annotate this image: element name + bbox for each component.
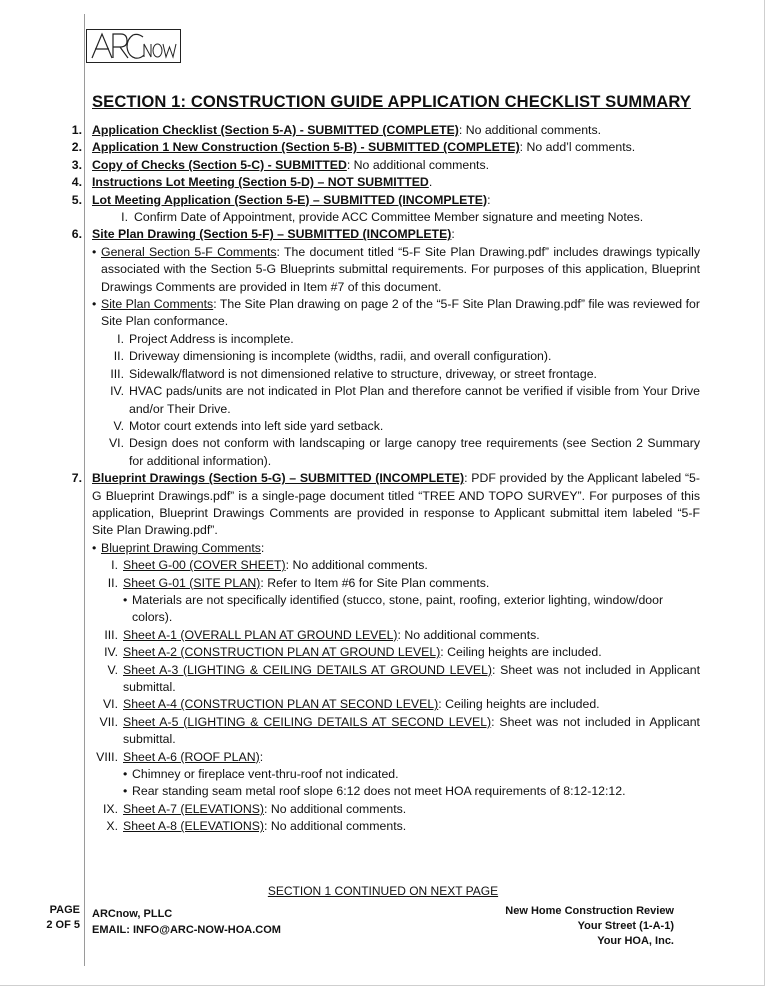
sheet-iv (92, 644, 700, 661)
checklist-item-6 (71, 226, 700, 243)
sub-text: Project Address is incomplete. (129, 331, 294, 346)
checklist-item-1 (71, 122, 700, 139)
roman-numeral: VI. (102, 697, 118, 712)
footer-company (92, 906, 281, 938)
roman-numeral: VII. (99, 714, 118, 729)
roman-numeral: III. (110, 366, 124, 381)
sheet-label: Sheet A-1 (OVERALL PLAN AT GROUND LEVEL) (123, 627, 398, 642)
sheet-label: Sheet A-7 (ELEVATIONS) (123, 801, 265, 816)
sheet-comment: : No additional comments. (285, 558, 428, 573)
roman-numeral: VIII. (96, 749, 118, 764)
roman-numeral: I. (117, 331, 124, 346)
sheet-comment: : No additional comments. (264, 819, 407, 834)
item-heading: Application 1 New Construction (Section 5-B) - SUBMITTED (COMPLETE) (92, 140, 520, 155)
sheet-viii (92, 749, 700, 766)
page-count: 2 OF 5 (46, 919, 80, 931)
sheet-comment: : No additional comments. (264, 801, 407, 816)
roman-numeral: X. (106, 819, 118, 834)
arcnow-logo-mark (89, 31, 179, 61)
page-title: SECTION 1: CONSTRUCTION GUIDE APPLICATION CHECKLIST SUMMARY (92, 92, 691, 111)
sub-text: Design does not conform with landscaping or large canopy tree requirements (see Section 2 Summary for additional information). (129, 436, 700, 468)
site-plan-sub-i (92, 331, 700, 348)
bullet-text: : The Site Plan drawing on page 2 of the “5-F Site Plan Drawing.pdf” file was reviewed for Site Plan conformance. (101, 297, 700, 329)
sheet-label: Sheet G-00 (COVER SHEET) (123, 558, 286, 573)
item-heading: Application Checklist (Section 5-A) - SUBMITTED (COMPLETE) (92, 123, 459, 137)
item-heading: Site Plan Drawing (Section 5-F) – SUBMITTED (INCOMPLETE) (92, 227, 452, 242)
sheet-x (92, 818, 700, 835)
sheet-label: Sheet A-8 (ELEVATIONS) (123, 819, 265, 834)
item-5-sub-i (92, 209, 700, 226)
roman-numeral: VI. (108, 436, 124, 451)
item-number: 5. (71, 192, 82, 207)
sub-text: Motor court extends into left side yard setback. (129, 418, 384, 433)
footer-project-info (430, 904, 674, 949)
item-number: 3. (71, 157, 82, 172)
sheet-comment: : Sheet was not included in Applicant submittal. (123, 662, 700, 694)
item-comment: . (428, 175, 433, 190)
sheet-v (92, 662, 700, 697)
checklist-item-5 (71, 192, 700, 209)
checklist-item-2 (71, 139, 700, 156)
sheet-comment: : No additional comments. (397, 627, 540, 642)
item-comment: : No additional comments. (458, 123, 602, 137)
review-title: New Home Construction Review (505, 905, 674, 917)
sheet-comment: : (259, 749, 264, 764)
sheet-ix (92, 801, 700, 818)
item-comment: : No add’l comments. (519, 140, 636, 155)
bullet-text: : (260, 540, 265, 555)
page-label: PAGE (49, 904, 80, 916)
site-plan-sub-iii (92, 366, 700, 383)
roman-numeral: I. (111, 558, 118, 573)
item-heading: Lot Meeting Application (Section 5-E) – SUBMITTED (INCOMPLETE) (92, 192, 488, 207)
sheet-label: Sheet A-4 (CONSTRUCTION PLAN AT SECOND LEVEL) (123, 697, 439, 712)
roman-numeral: IV. (110, 384, 124, 399)
item-heading: Blueprint Drawings (Section 5-G) – SUBMITTED (INCOMPLETE) (92, 471, 465, 486)
sheet-comment: : Ceiling heights are included. (438, 697, 600, 712)
sheet-comment: : Sheet was not included in Applicant submittal. (123, 714, 700, 747)
item-comment: : (487, 192, 491, 207)
page-number (26, 903, 80, 933)
roman-numeral: IV. (104, 645, 118, 660)
materials-bullet: • Materials are not specifically identified (stucco, stone, paint, roofing, exterior lighting, window/door colors). (123, 592, 700, 627)
sub-text: Confirm Date of Appointment, provide ACC Committee Member signature and meeting Notes. (134, 210, 644, 225)
item-heading: Instructions Lot Meeting (Section 5-D) – NOT SUBMITTED (92, 175, 429, 190)
site-plan-comments-bullet (92, 296, 700, 331)
continued-note: SECTION 1 CONTINUED ON NEXT PAGE (267, 884, 499, 898)
bullet-label: General Section 5-F Comments (101, 244, 277, 259)
roof-bullet-slope: • Rear standing seam metal roof slope 6:12 does not meet HOA requirements of 8:12-12:12. (123, 783, 700, 800)
sheet-ii (92, 575, 700, 592)
site-plan-sub-vi (92, 435, 700, 470)
sheet-comment: : Refer to Item #6 for Site Plan comments. (260, 575, 490, 590)
sheet-label: Sheet A-2 (CONSTRUCTION PLAN AT GROUND LEVEL) (123, 645, 441, 660)
sheet-label: Sheet G-01 (SITE PLAN) (123, 575, 261, 590)
item-comment: : PDF provided by the Applicant labeled “5-G Blueprint Drawings.pdf” is a single-page document titled “TREE AND TOPO SURVEY”. For purposes of this application, Blueprint Drawings Comments are provided in response to Applicant submittal item labeled “5-F Site Plan Drawing.pdf”. (92, 471, 700, 538)
roman-numeral: II. (113, 349, 124, 364)
roman-numeral: V. (113, 418, 124, 433)
roman-numeral: V. (107, 662, 118, 677)
sub-text: Driveway dimensioning is incomplete (widths, radii, and overall configuration). (129, 349, 552, 364)
roman-numeral: II. (107, 575, 118, 590)
site-plan-sub-iv (92, 383, 700, 418)
site-plan-sub-ii (92, 348, 700, 365)
roof-bullet-chimney: • Chimney or fireplace vent-thru-roof not indicated. (123, 766, 700, 783)
margin-rule (84, 14, 85, 966)
street-address: Your Street (1-A-1) (577, 920, 674, 932)
sub-text: Sidewalk/flatword is not dimensioned relative to structure, driveway, or street frontage. (129, 366, 597, 381)
item-number: 4. (71, 175, 82, 190)
bullet-label: Site Plan Comments (101, 297, 214, 312)
sheet-iii (92, 627, 700, 644)
item-number: 7. (71, 471, 82, 486)
checklist-item-7 (71, 470, 700, 540)
sheet-i (92, 557, 700, 574)
sheet-label: Sheet A-5 (LIGHTING & CEILING DETAILS AT SECOND LEVEL) (123, 714, 492, 729)
item-number: 2. (71, 140, 82, 155)
checklist-item-4 (71, 174, 700, 191)
company-name: ARCnow, PLLC (92, 908, 173, 920)
sheet-label: Sheet A-3 (LIGHTING & CEILING DETAILS AT GROUND LEVEL) (123, 662, 493, 677)
site-plan-sub-v (92, 418, 700, 435)
hoa-name: Your HOA, Inc. (597, 935, 674, 947)
blueprint-comments-bullet (92, 540, 700, 557)
company-email: EMAIL: INFO@ARC-NOW-HOA.COM (92, 924, 281, 936)
sheet-vi (92, 696, 700, 713)
item-comment: : (451, 227, 455, 242)
item-number: 1. (71, 123, 82, 137)
bullet-text: : The document titled “5-F Site Plan Drawing.pdf” includes drawings typically associated with the Section 5-G Blueprints submittal requirements. For purposes of this application, Blueprint Drawings Comments are provided in Item #7 of this document. (101, 244, 700, 294)
general-comments-bullet (92, 244, 700, 296)
roman-numeral: III. (104, 627, 118, 642)
roman-numeral: I. (121, 210, 128, 225)
item-heading: Copy of Checks (Section 5-C) - SUBMITTED (92, 157, 347, 172)
sheet-vii (92, 714, 700, 749)
sheet-label: Sheet A-6 (ROOF PLAN) (123, 749, 260, 764)
sub-text: HVAC pads/units are not indicated in Plot Plan and therefore cannot be verified if visible from Your Drive and/or Their Drive. (129, 384, 700, 416)
checklist-content (71, 122, 700, 836)
bullet-label: Blueprint Drawing Comments (101, 540, 261, 555)
item-comment: : No additional comments. (346, 157, 490, 172)
checklist-item-3 (71, 157, 700, 174)
item-number: 6. (71, 227, 82, 242)
sheet-comment: : Ceiling heights are included. (440, 645, 602, 660)
arcnow-logo (86, 29, 181, 63)
roman-numeral: IX. (102, 801, 118, 816)
